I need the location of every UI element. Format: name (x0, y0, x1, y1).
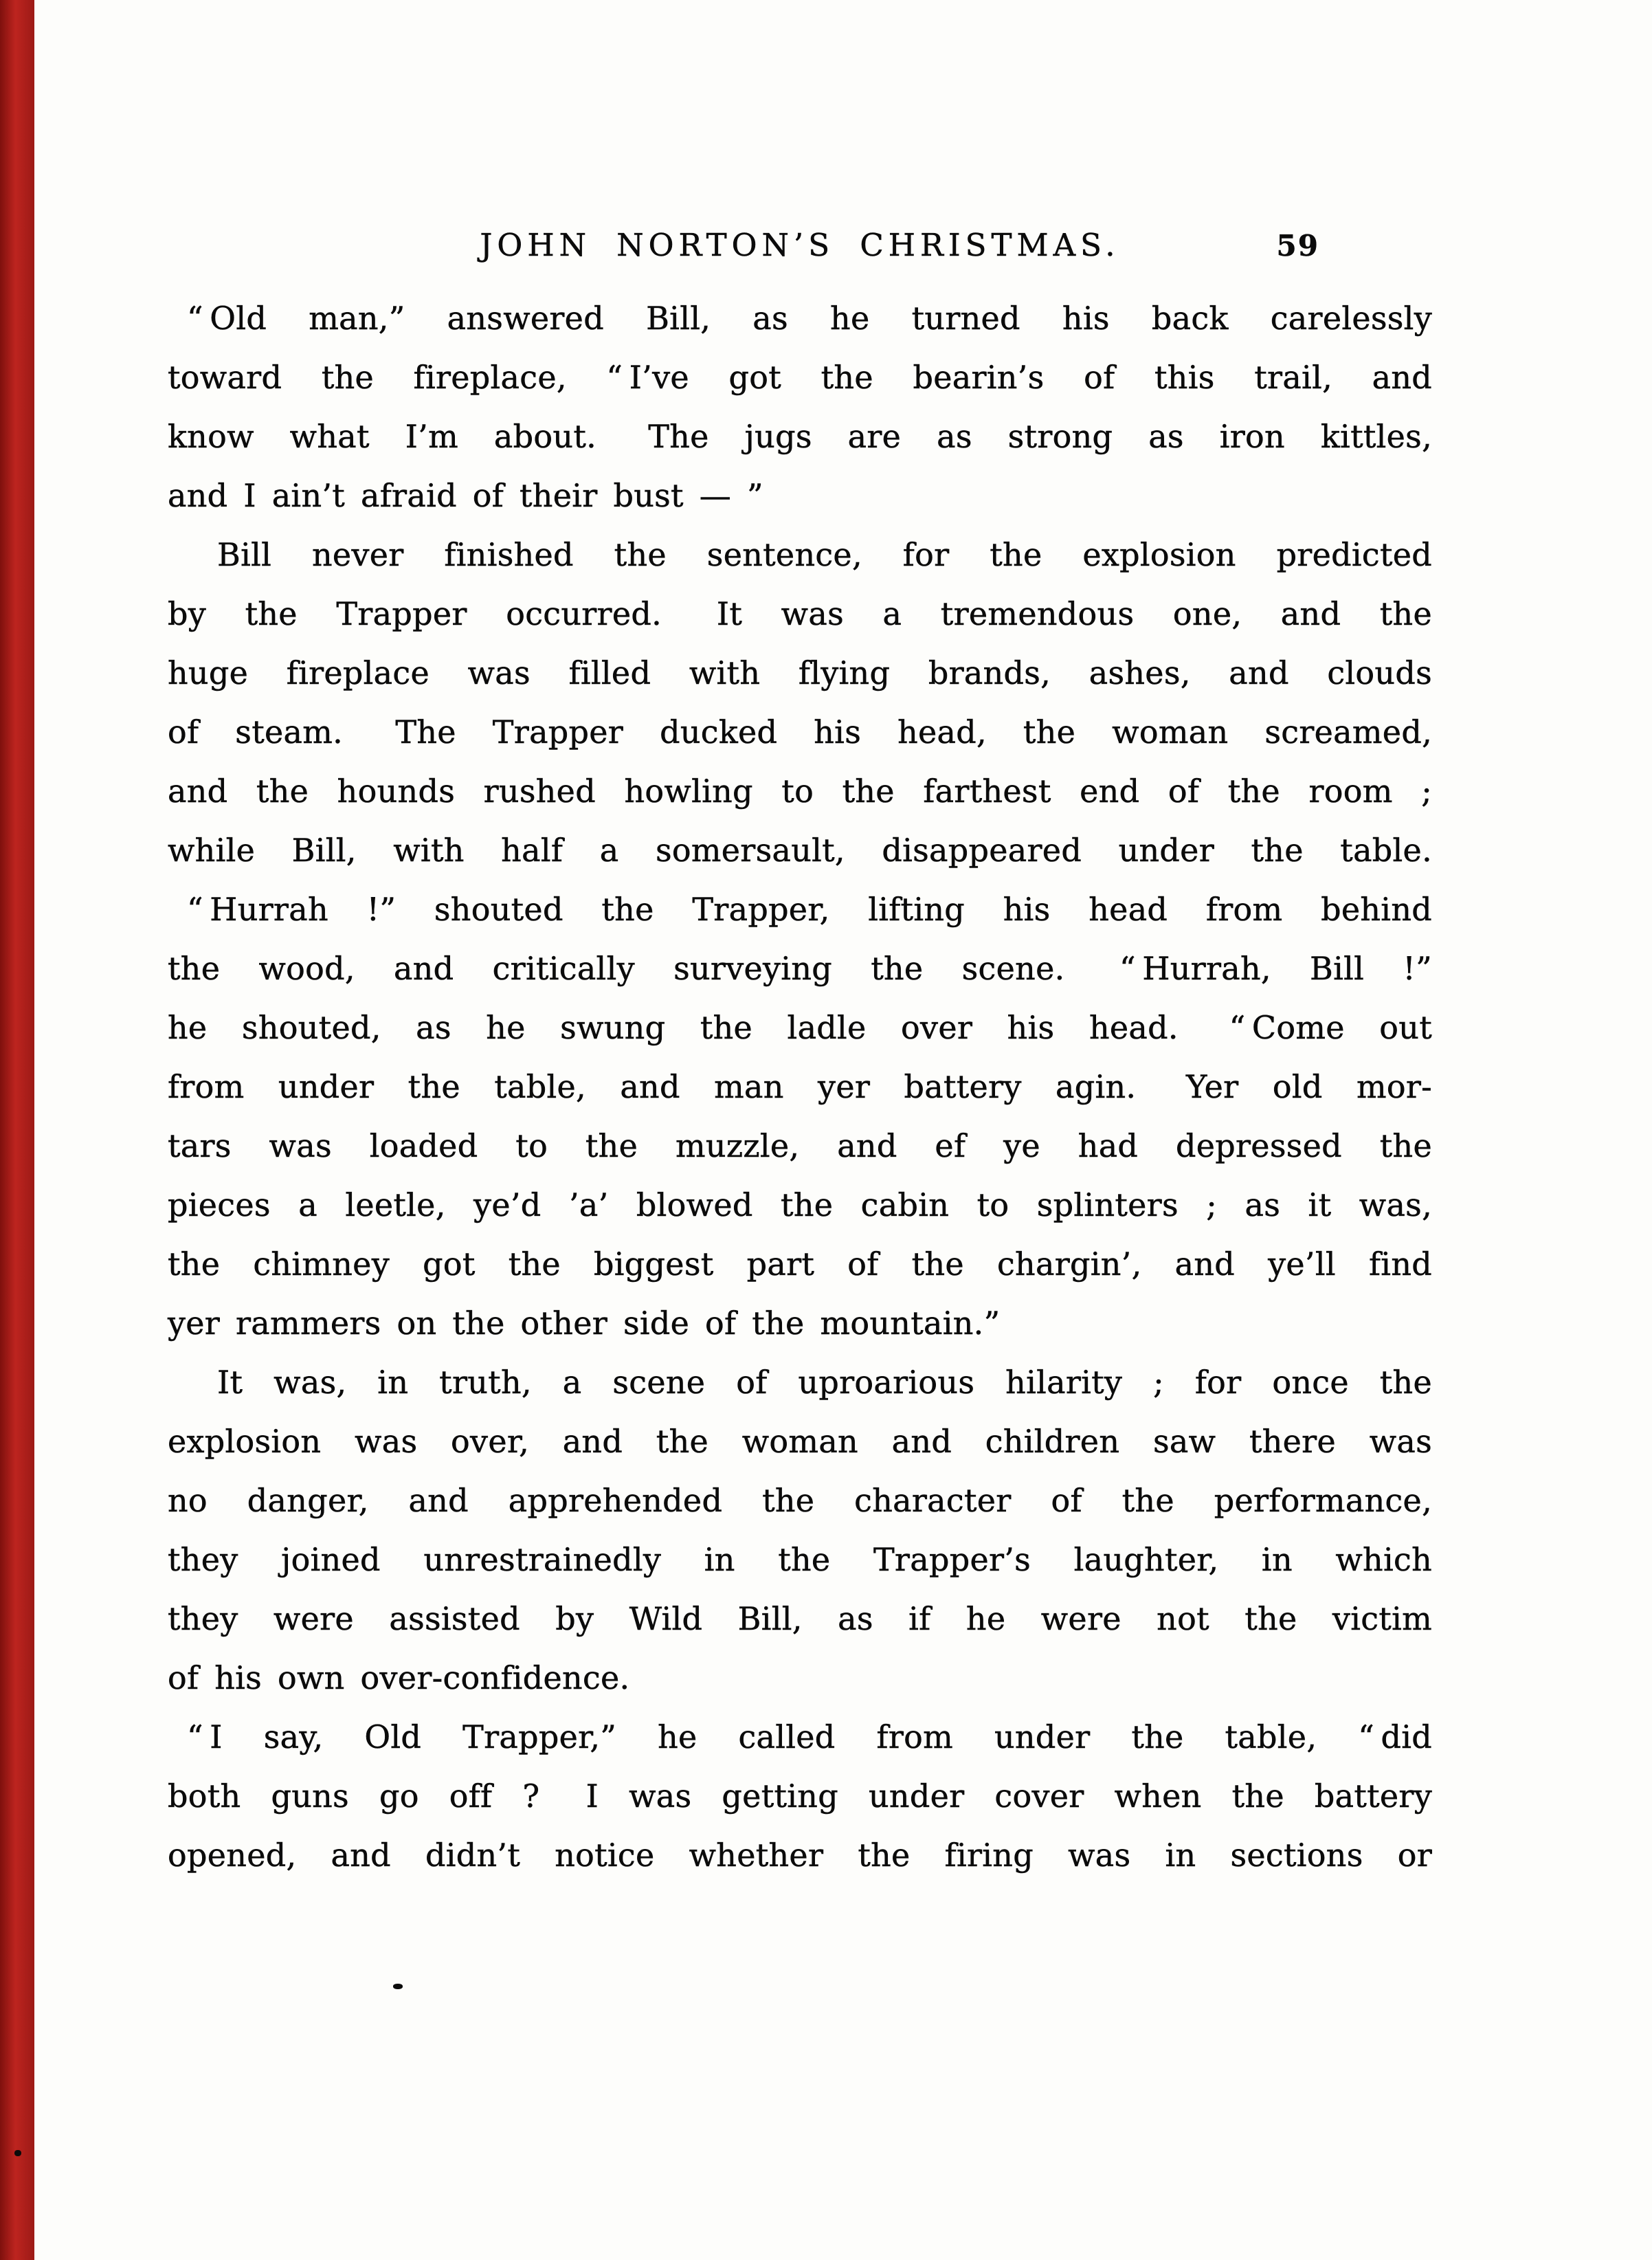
paragraph (168, 1707, 1432, 1885)
text-line: opened, and didn’t notice whether the firing was in sections or (168, 1837, 1432, 1874)
paragraph (168, 880, 1432, 1353)
text-line: toward the fireplace, “ I’ve got the bearin’s of this trail, and (168, 359, 1432, 396)
paragraph (168, 1353, 1432, 1707)
text-line: yer rammers on the other side of the mountain.” (168, 1305, 1001, 1342)
text-block (168, 0, 1432, 2260)
text-line: of steam. The Trapper ducked his head, the woman screamed, (168, 713, 1432, 751)
text-line: no danger, and apprehended the character of the performance, (168, 1482, 1432, 1519)
page-number: 59 (1276, 229, 1319, 263)
book-spine-edge (0, 0, 34, 2260)
running-header (168, 227, 1432, 275)
text-line: huge fireplace was filled with flying brands, ashes, and clouds (168, 654, 1432, 691)
text-line: by the Trapper occurred. It was a tremendous one, and the (168, 595, 1432, 632)
text-line: they were assisted by Wild Bill, as if he were not the victim (168, 1600, 1432, 1637)
text-line: explosion was over, and the woman and children saw there was (168, 1423, 1432, 1460)
text-body (168, 289, 1432, 1885)
text-line: and the hounds rushed howling to the farthest end of the room ; (168, 773, 1432, 810)
text-line: of his own over-confidence. (168, 1659, 630, 1696)
text-line: Bill never finished the sentence, for the explosion predicted (217, 536, 1432, 573)
text-line: and I ain’t afraid of their bust — ” (168, 477, 763, 514)
text-line: “ I say, Old Trapper,” he called from under the table, “ did (187, 1718, 1432, 1755)
ink-speck (14, 2150, 21, 2156)
text-line: they joined unrestrainedly in the Trapper’s laughter, in which (168, 1541, 1432, 1578)
text-line: he shouted, as he swung the ladle over his head. “ Come out (168, 1009, 1432, 1046)
text-line: the wood, and critically surveying the scene. “ Hurrah, Bill !” (168, 950, 1432, 987)
text-line: “ Hurrah !” shouted the Trapper, lifting his head from behind (187, 891, 1432, 928)
paragraph (168, 525, 1432, 880)
running-header-title: JOHN NORTON’S CHRISTMAS. (480, 227, 1120, 263)
text-line: from under the table, and man yer battery agin. Yer old mor- (168, 1068, 1432, 1105)
paragraph (168, 289, 1432, 525)
text-line: It was, in truth, a scene of uproarious hilarity ; for once the (217, 1364, 1432, 1401)
text-line: while Bill, with half a somersault, disappeared under the table. (168, 832, 1432, 869)
text-line: “ Old man,” answered Bill, as he turned his back carelessly (187, 300, 1432, 337)
text-line: pieces a leetle, ye’d ’a’ blowed the cabin to splinters ; as it was, (168, 1186, 1432, 1223)
text-line: the chimney got the biggest part of the chargin’, and ye’ll find (168, 1245, 1432, 1283)
ink-speck (393, 1984, 403, 1989)
text-line: tars was loaded to the muzzle, and ef ye had depressed the (168, 1127, 1432, 1164)
text-line: know what I’m about. The jugs are as strong as iron kittles, (168, 418, 1432, 455)
text-line: both guns go off ? I was getting under cover when the battery (168, 1777, 1432, 1815)
